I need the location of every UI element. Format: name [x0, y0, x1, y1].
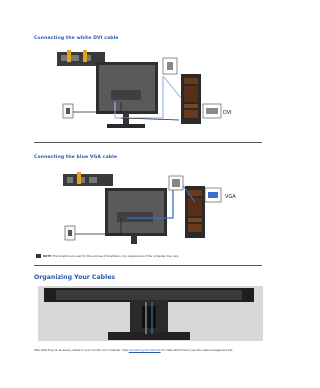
note-icon [36, 254, 41, 258]
orange-arrow [77, 172, 81, 184]
cable-management-slot [142, 306, 156, 328]
note-line [36, 254, 179, 258]
orange-arrow-left [67, 50, 71, 62]
organizing-body-after: for cable attachment,) use the cable management slot [160, 349, 233, 352]
note-text: The Graphics are used for the purpose of illustration only. Appearance of the computer may vary. [51, 255, 179, 258]
organizing-body-before: After attaching all necessary cables to your monitor and computer, (See [34, 349, 129, 352]
dvi-section-title: Connecting the white DVI cable [34, 36, 119, 41]
monitor-base [107, 124, 145, 128]
section-divider-2 [34, 265, 262, 266]
dvi-label: DVI [223, 110, 232, 116]
vga-label: VGA [225, 194, 236, 200]
cable-organizing-photo [38, 286, 263, 341]
monitor-stand [131, 234, 137, 244]
connecting-your-monitor-link[interactable]: Connecting Your Monitor [128, 349, 161, 352]
vga-connection-illustration [55, 168, 245, 248]
organizing-title: Organizing Your Cables [34, 274, 116, 281]
stand-base [108, 332, 190, 340]
monitor-stand [123, 112, 129, 126]
orange-arrow-right [83, 50, 87, 62]
note-label: NOTE: [42, 255, 52, 258]
dvi-connection-illustration [55, 46, 245, 136]
section-divider [34, 142, 262, 143]
vga-section-title: Connecting the blue VGA cable [34, 155, 118, 160]
organizing-body [34, 349, 232, 352]
